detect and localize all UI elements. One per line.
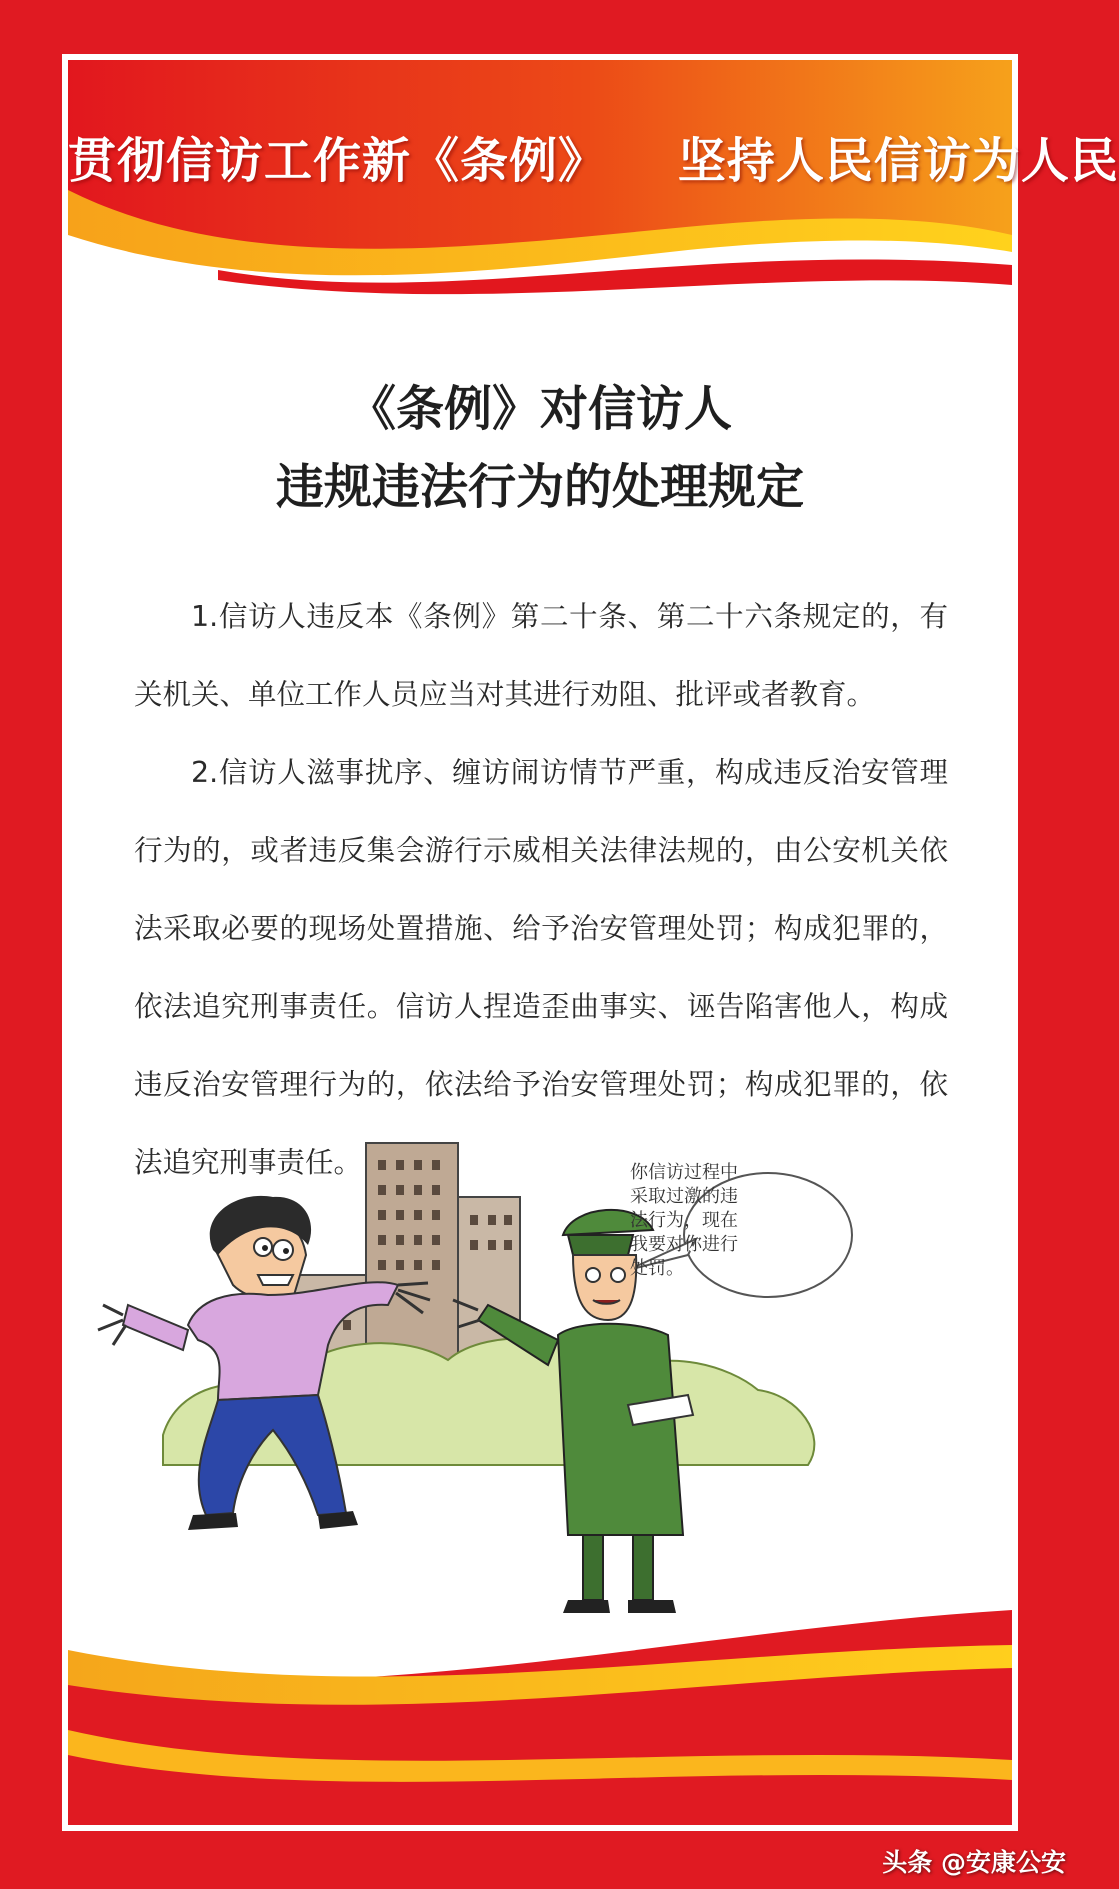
- main-title-line2: 违规违法行为的处理规定: [275, 459, 804, 515]
- poster-panel: [68, 60, 1119, 1825]
- cartoon-illustration: [68, 1135, 1012, 1655]
- speech-line: 处罚。: [630, 1258, 684, 1279]
- speech-line: 你信访过程中: [630, 1162, 738, 1183]
- speech-line: 采取过激的违: [630, 1186, 738, 1207]
- footer-wave-graphic: [68, 1590, 1012, 1825]
- speech-line: 我要对你进行: [630, 1234, 738, 1255]
- watermark-text: 头条 @安康公安: [882, 1848, 1066, 1877]
- paragraph-1: 1.信访人违反本《条例》第二十条、第二十六条规定的，有关机关、单位工作人员应当对其进行劝阻、批评或者教育。: [134, 600, 948, 711]
- paragraph-2: 2.信访人滋事扰序、缠访闹访情节严重，构成违反治安管理行为的，或者违反集会游行示威相关法律法规的，由公安机关依法采取必要的现场处置措施、给予治安管理处罚；构成犯罪的，依法追究刑事责任。信访人捏造歪曲事实、诬告陷害他人，构成违反治安管理行为的，依法给予治安管理处罚；构成犯罪的，依法追究刑事责任。: [134, 756, 948, 1179]
- speech-line: 法行为，现在: [630, 1210, 738, 1231]
- regulation-text: [134, 578, 948, 1202]
- speech-bubble-text: [630, 1161, 790, 1281]
- main-title-line1: 《条例》对信访人: [347, 381, 732, 437]
- header-banner: [68, 60, 1119, 320]
- banner-title: 贯彻信访工作新《条例》 坚持人民信访为人民: [68, 133, 1119, 189]
